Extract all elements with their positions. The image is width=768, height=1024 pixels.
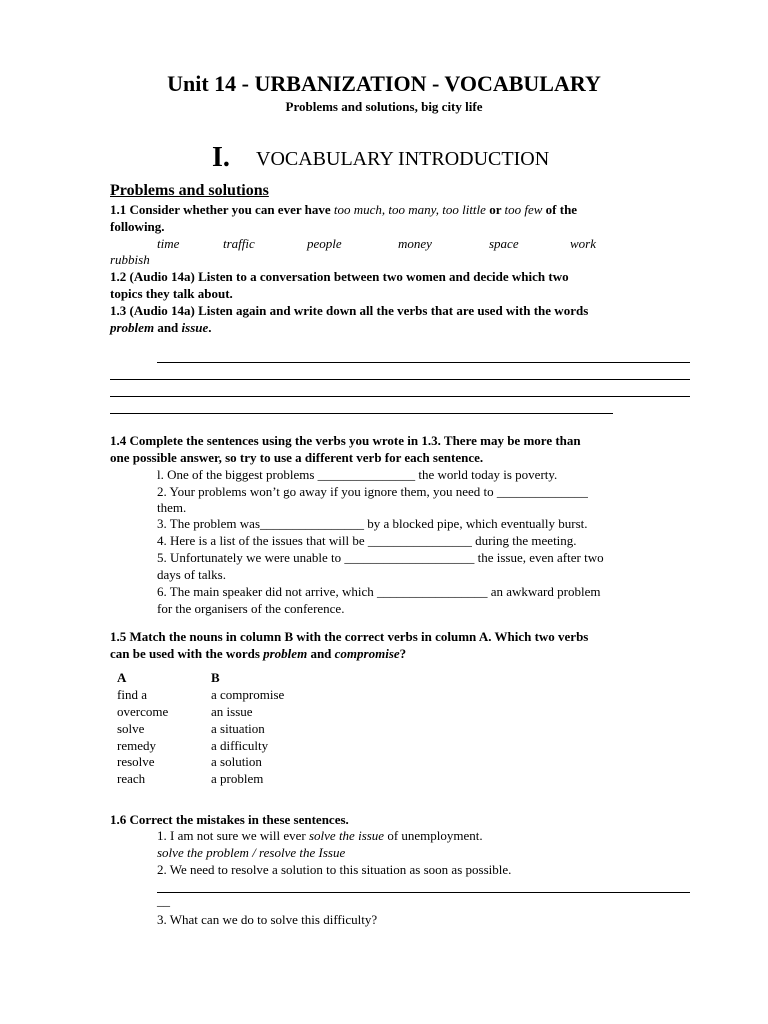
q11-sep2: , [435,202,443,217]
q14-line1: 1.4 Complete the sentences using the verbs you wrote in 1.3. There may be more than [110,433,581,448]
q11-sep1: , [381,202,389,217]
column-b-item: a difficulty [211,738,269,753]
q16-heading: 1.6 Correct the mistakes in these sentences. [110,812,349,827]
answer-line[interactable] [110,379,690,380]
column-b-item: a problem [211,771,264,786]
q12-line1: 1.2 (Audio 14a) Listen to a conversation between two women and decide which two [110,269,569,284]
q14-sentence-line: 4. Here is a list of the issues that will be ________________ during the meeting. [157,533,577,548]
q11-prompt [110,202,577,218]
column-b-item: an issue [211,704,253,719]
column-a-item: find a [117,687,147,702]
word-money: money [398,236,432,251]
q14-sentence-line: days of talks. [157,567,226,582]
q11-too-little: too little [442,202,486,217]
q14-sentence-line: 2. Your problems won’t go away if you ignore them, you need to ______________ [157,484,588,499]
q14-sentence-line: 3. The problem was________________ by a blocked pipe, which eventually burst. [157,516,588,531]
q16-s1-italic: solve the issue [308,828,385,843]
q13-period: . [208,320,212,335]
word-traffic: traffic [223,236,255,251]
column-a-item: overcome [117,704,169,719]
column-b-item: a solution [211,754,262,769]
q14-sentence-line: 6. The main speaker did not arrive, which _________________ an awkward problem [157,584,601,599]
q16-sentence-1 [157,828,483,844]
q11-too-few: too few [504,202,543,217]
q13-line1: 1.3 (Audio 14a) Listen again and write down all the verbs that are used with the words [110,303,589,318]
column-a-item: reach [117,771,146,786]
q13-word-issue: issue [181,320,209,335]
q14-sentence-line: 5. Unfortunately we were unable to ____________________ the issue, even after two [157,550,604,565]
q16-answer-1: solve the problem / resolve the Issue [157,845,346,860]
q11-text-before: 1.1 Consider whether you can ever have [110,202,334,217]
q15-word-problem: problem [263,646,308,661]
column-b-header: B [211,670,220,685]
column-b-item: a compromise [211,687,285,702]
word-people: people [307,236,342,251]
column-a-header: A [117,670,127,685]
section-title: VOCABULARY INTRODUCTION [256,148,550,170]
word-time: time [157,236,180,251]
q16-s1-after: of unemployment. [384,828,483,843]
section-numeral: I. [212,142,230,173]
q15-and: and [307,646,335,661]
word-space: space [489,236,519,251]
q14-sentence-line: for the organisers of the conference. [157,601,345,616]
q15-line1: 1.5 Match the nouns in column B with the correct verbs in column A. Which two verbs [110,629,589,644]
subsection-heading: Problems and solutions [110,182,269,199]
q16-sentence-3: 3. What can we do to solve this difficulty? [157,912,378,927]
q11-prompt-line2: following. [110,219,165,234]
q11-too-much: too much [333,202,382,217]
page-title: Unit 14 - URBANIZATION - VOCABULARY [167,71,601,96]
word-rubbish: rubbish [110,252,150,267]
q15-qmark: ? [399,646,407,661]
answer-line[interactable] [110,396,690,397]
q15-word-compromise: compromise [334,646,400,661]
column-a-item: solve [117,721,145,736]
q14-sentence-line: them. [157,500,187,515]
q14-sentence-line: l. One of the biggest problems _______________ the world today is poverty. [157,467,558,482]
q12-line2: topics they talk about. [110,286,233,301]
q14-line2: one possible answer, so try to use a different verb for each sentence. [110,450,484,465]
q11-too-many: too many [388,202,436,217]
q13-and: and [154,320,182,335]
answer-line[interactable] [110,413,613,414]
q15-line2 [110,646,406,662]
column-a-item: remedy [117,738,156,753]
column-b-item: a situation [211,721,265,736]
q11-or: or [485,202,505,217]
q16-s1-before: 1. I am not sure we will ever [157,828,309,843]
q11-text-after: of the [542,202,578,217]
q15-line2-text: can be used with the words [110,646,264,661]
word-work: work [570,236,596,251]
column-a-item: resolve [117,754,155,769]
page-subtitle: Problems and solutions, big city life [285,99,483,114]
q13-word-problem: problem [110,320,155,335]
answer-line[interactable] [157,362,690,363]
q16-answer-line-tail: __ [157,893,170,908]
answer-line[interactable] [157,892,690,893]
q16-sentence-2: 2. We need to resolve a solution to this situation as soon as possible. [157,862,512,877]
q13-line2 [110,320,212,336]
